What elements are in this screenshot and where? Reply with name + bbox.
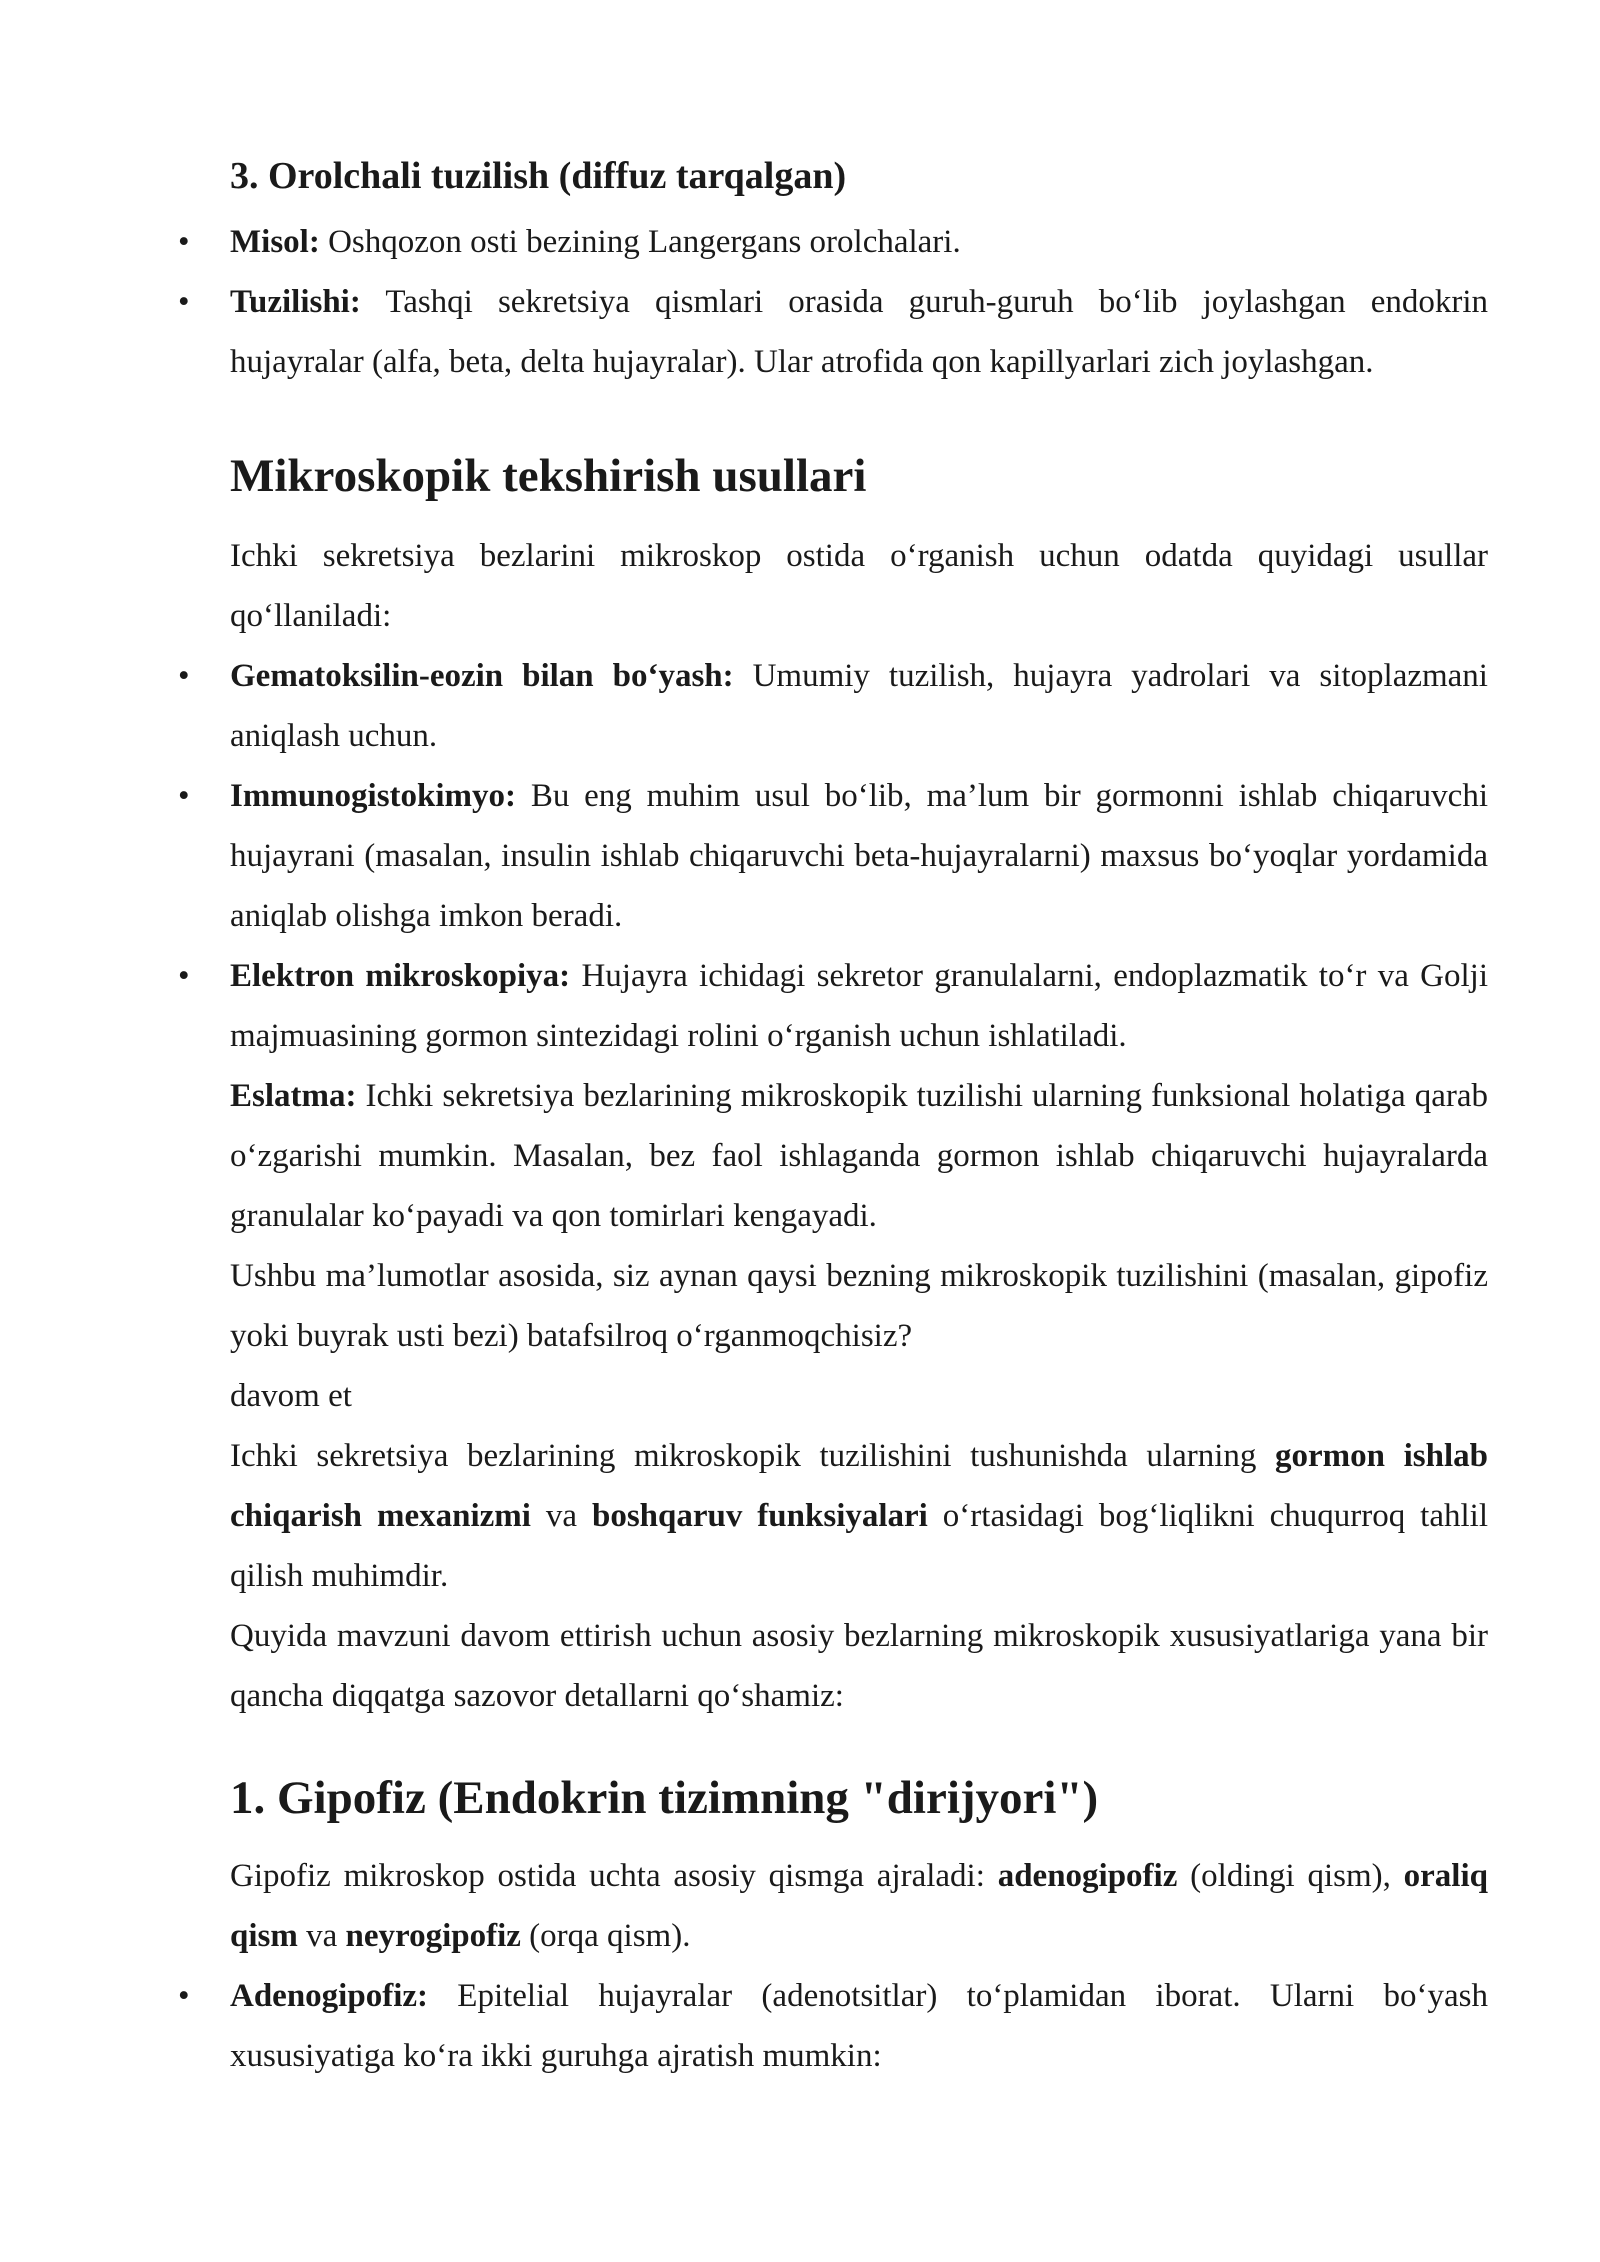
bold-run: boshqaruv funksiyalari (591, 1498, 928, 1534)
list-item (230, 212, 1488, 272)
item-label: Misol: (230, 224, 320, 260)
bullet-icon: • (178, 284, 190, 320)
section-heading-gipofiz: 1. Gipofiz (Endokrin tizimning "dirijyori") (230, 1772, 1099, 1824)
continuation-paragraph (230, 1426, 1488, 1606)
gipofiz-intro (230, 1846, 1488, 1966)
question-paragraph: Ushbu ma’lumotlar asosida, siz aynan qaysi bezning mikroskopik tuzilishini (masalan, gipofiz yoki buyrak usti bezi) batafsilroq o‘rganmoqchisiz? (230, 1258, 1488, 1354)
note-paragraph (230, 1066, 1488, 1246)
text-run: va (530, 1498, 592, 1534)
bullet-icon: • (178, 958, 190, 994)
note-text: Ichki sekretsiya bezlarining mikroskopik tuzilishi ularning funksional holatiga qarab o‘zgarishi mumkin. Masalan, bez faol ishlaganda gormon ishlab chiqaruvchi hujayralarda granulalar ko‘payadi va qon tomirlari kengayadi. (230, 1078, 1488, 1234)
section-heading-orolchali: 3. Orolchali tuzilish (diffuz tarqalgan) (230, 155, 847, 197)
text-run: (orqa qism). (520, 1918, 691, 1954)
item-text: Tashqi sekretsiya qismlari orasida guruh-guruh bo‘lib joylashgan endokrin hujayralar (alfa, beta, delta hujayralar). Ular atrofida qon kapillyarlari zich joylashgan. (230, 284, 1488, 380)
text-run: Gipofiz mikroskop ostida uchta asosiy qismga ajraladi: (230, 1858, 998, 1894)
bold-run: oraliq qism (230, 1858, 1488, 1954)
item-text: Epitelial hujayralar (adenotsitlar) to‘plamidan iborat. Ularni bo‘yash xususiyatiga ko‘ra ikki guruhga ajratish mumkin: (230, 1978, 1488, 2074)
list-item (230, 1966, 1488, 2086)
text-run: o‘rtasidagi bog‘liqlikni chuqurroq tahlil qilish muhimdir. (230, 1498, 1488, 1594)
item-label: Tuzilishi: (230, 284, 361, 320)
bullet-icon: • (178, 658, 190, 694)
text-run: (oldingi qism), (1177, 1858, 1404, 1894)
item-label: Immunogistokimyo: (230, 778, 517, 814)
bold-run: adenogipofiz (997, 1858, 1178, 1894)
item-label: Gematoksilin-eozin bilan bo‘yash: (230, 658, 734, 694)
item-label: Elektron mikroskopiya: (230, 958, 571, 994)
bullet-icon: • (178, 1978, 190, 2014)
list-item (230, 646, 1488, 766)
text-run: Ichki sekretsiya bezlarining mikroskopik tuzilishini tushunishda ularning (230, 1438, 1276, 1474)
bullet-icon: • (178, 224, 190, 260)
item-text: Bu eng muhim usul bo‘lib, ma’lum bir gormonni ishlab chiqaruvchi hujayrani (masalan, insulin ishlab chiqaruvchi beta-hujayralarni) maxsus bo‘yoqlar yordamida aniqlab olishga imkon beradi. (230, 778, 1488, 934)
continue-text: davom et (230, 1378, 352, 1414)
bold-run: gormon ishlab chiqarish mexanizmi (230, 1438, 1489, 1534)
item-text: Hujayra ichidagi sekretor granulalarni, endoplazmatik to‘r va Golji majmuasining gormon sintezidagi rolini o‘rganish uchun ishlatiladi. (230, 958, 1489, 1054)
list-item (230, 272, 1488, 392)
continuation-paragraph-2: Quyida mavzuni davom ettirish uchun asosiy bezlarning mikroskopik xususiyatlariga yana bir qancha diqqatga sazovor detallarni qo‘shamiz: (230, 1618, 1488, 1714)
item-text: Umumiy tuzilish, hujayra yadrolari va sitoplazmani aniqlash uchun. (230, 658, 1488, 754)
item-label: Adenogipofiz: (230, 1978, 428, 2014)
list-item (230, 766, 1488, 946)
text-run: va (297, 1918, 346, 1954)
list-item (230, 946, 1488, 1066)
item-text: Oshqozon osti bezining Langergans orolchalari. (319, 224, 961, 260)
methods-intro: Ichki sekretsiya bezlarini mikroskop ostida o‘rganish uchun odatda quyidagi usullar qo‘llaniladi: (230, 538, 1488, 634)
section-heading-methods: Mikroskopik tekshirish usullari (230, 450, 867, 502)
bold-run: neyrogipofiz (345, 1918, 521, 1954)
note-label: Eslatma: (230, 1078, 357, 1114)
bullet-icon: • (178, 778, 190, 814)
